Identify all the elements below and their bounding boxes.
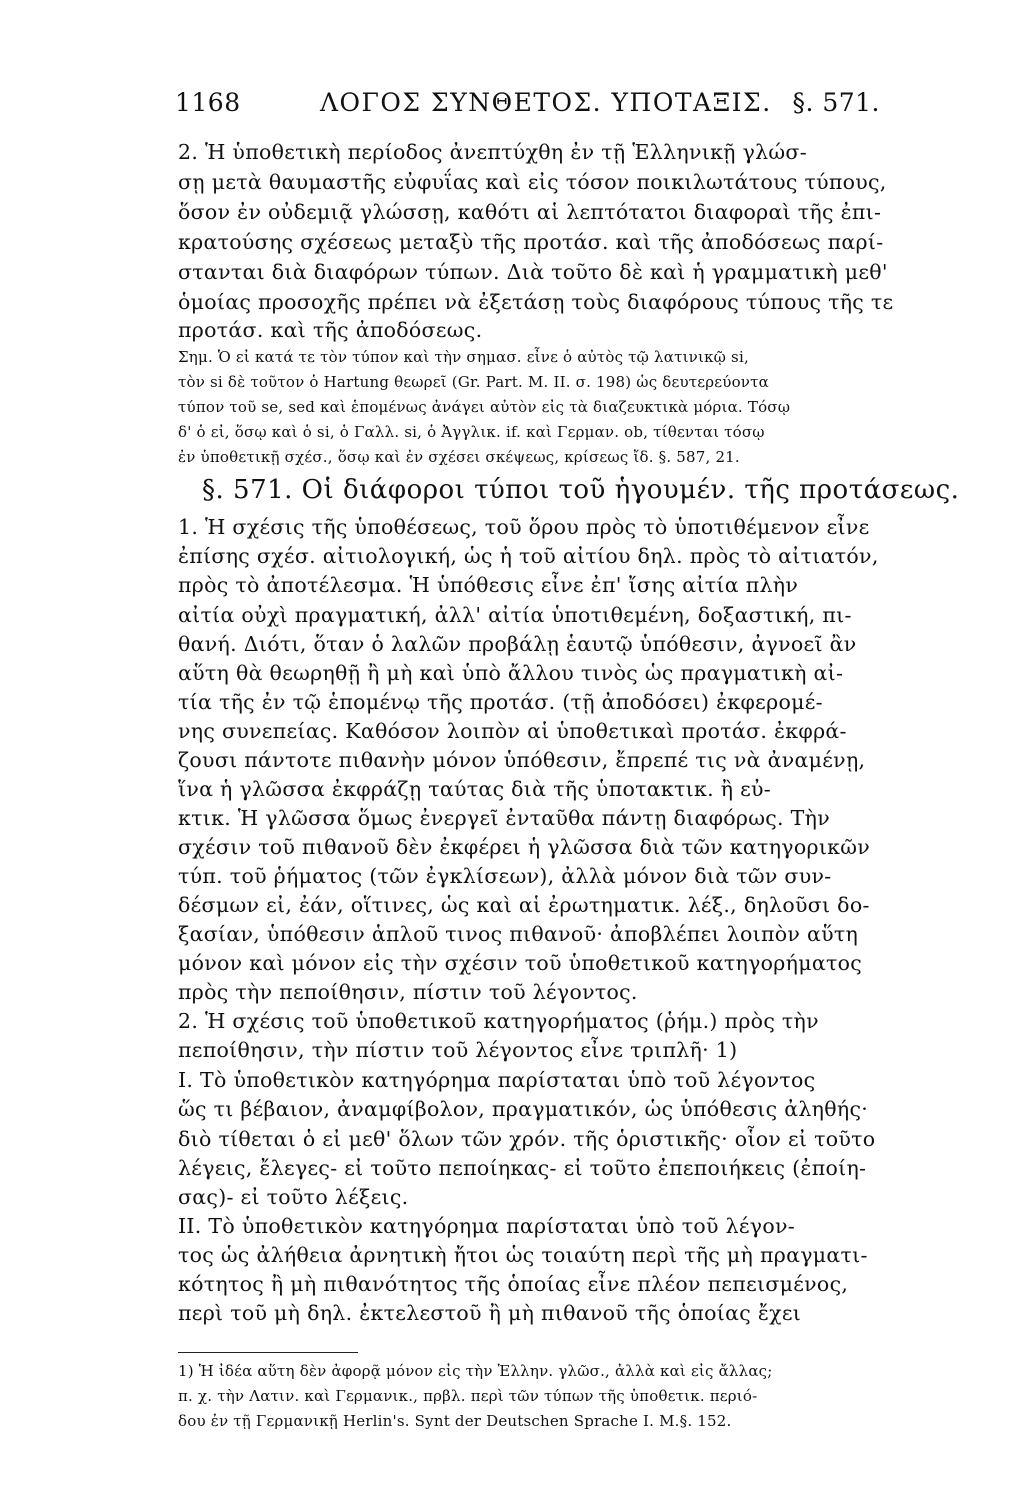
body-line: ὁμοίας προσοχῆς πρέπει νὰ ἐξετάσῃ τοὺς διαφόρους τύπους τῆς τε bbox=[178, 290, 894, 314]
section-line: αὕτη θὰ θεωρηθῇ ἢ μὴ καὶ ὑπὸ ἄλλου τινὸς ὡς πραγματικὴ αἰ- bbox=[178, 661, 844, 685]
body-line: προτάσ. καὶ τῆς ἀποδόσεως. bbox=[178, 318, 483, 342]
body-line: στανται διὰ διαφόρων τύπων. Διὰ τοῦτο δὲ καὶ ἡ γραμματικὴ μεθ' bbox=[178, 260, 888, 284]
section-line: κότητος ἢ μὴ πιθανότητος τῆς ὁποίας εἶνε πλέον πεπεισμένος, bbox=[178, 1272, 849, 1296]
section-line: αἰτία οὐχὶ πραγματική, ἀλλ' αἰτία ὑποτιθεμένη, δοξαστική, πι- bbox=[178, 603, 852, 627]
section-line: τύπ. τοῦ ῥήματος (τῶν ἐγκλίσεων), ἀλλὰ μόνον διὰ τῶν συν- bbox=[178, 864, 832, 888]
footnote-line: δου ἐν τῇ Γερμανικῇ Herlin's. Synt der Deutschen Sprache I. M.§. 152. bbox=[178, 1412, 732, 1430]
note-line: Σημ. Ὁ εἰ κατά τε τὸν τύπον καὶ τὴν σημασ. εἶνε ὁ αὐτὸς τῷ λατινικῷ si, bbox=[178, 348, 749, 366]
section-line: ὥς τι βέβαιον, ἀναμφίβολον, πραγματικόν, ὡς ὑπόθεσις ἀληθής· bbox=[178, 1097, 869, 1121]
section-line: II. Τὸ ὑποθετικὸν κατηγόρημα παρίσταται ὑπὸ τοῦ λέγον- bbox=[178, 1214, 795, 1238]
footnote-line: 1) Ἡ ἰδέα αὕτη δὲν ἀφορᾷ μόνον εἰς τὴν Ἑλλην. γλῶσ., ἀλλὰ καὶ εἰς ἄλλας; bbox=[178, 1362, 773, 1380]
body-line: κρατούσης σχέσεως μεταξὺ τῆς προτάσ. καὶ τῆς ἀποδόσεως παρί- bbox=[178, 230, 884, 254]
note-line: τὸν si δὲ τοῦτον ὁ Hartung θεωρεῖ (Gr. Part. M. II. σ. 198) ὡς δευτερεύοντα bbox=[178, 373, 769, 391]
section-line: δέσμων εἰ, ἐάν, οἵτινες, ὡς καὶ αἱ ἐρωτηματικ. λέξ., δηλοῦσι δο- bbox=[178, 893, 870, 917]
section-line: σχέσιν τοῦ πιθανοῦ δὲν ἐκφέρει ἡ γλῶσσα διὰ τῶν κατηγορικῶν bbox=[178, 835, 871, 859]
section-line: 1. Ἡ σχέσις τῆς ὑποθέσεως, τοῦ ὅρου πρὸς τὸ ὑποτιθέμενον εἶνε bbox=[178, 515, 870, 539]
section-line: ἵνα ἡ γλῶσσα ἐκφράζῃ ταύτας διὰ τῆς ὑποτακτικ. ἢ εὐ- bbox=[178, 777, 772, 801]
section-line: ζουσι πάντοτε πιθανὴν μόνον ὑπόθεσιν, ἔπρεπέ τις νὰ ἀναμένῃ, bbox=[178, 748, 866, 772]
footnote-rule bbox=[178, 1352, 358, 1353]
section-line: 2. Ἡ σχέσις τοῦ ὑποθετικοῦ κατηγορήματος (ῥήμ.) πρὸς τὴν bbox=[178, 1009, 819, 1033]
section-heading: §. 571. Οἱ διάφοροι τύποι τοῦ ἡγουμέν. τῆς προτάσεως. bbox=[202, 475, 960, 505]
body-line: ὅσον ἐν οὐδεμιᾷ γλώσσῃ, καθότι αἱ λεπτότατοι διαφοραὶ τῆς ἐπι- bbox=[178, 200, 882, 224]
section-line: σας)- εἰ τοῦτο λέξεις. bbox=[178, 1185, 409, 1209]
note-line: δ' ὁ εἰ, ὅσῳ καὶ ὁ si, ὁ Γαλλ. si, ὁ Ἀγγλικ. if. καὶ Γερμαν. ob, τίθενται τόσῳ bbox=[178, 423, 765, 441]
section-line: I. Τὸ ὑποθετικὸν κατηγόρημα παρίσταται ὑπὸ τοῦ λέγοντος bbox=[178, 1068, 816, 1092]
running-title: ΛΟΓΟΣ ΣΥΝΘΕΤΟΣ. ΥΠΟΤΑΞΙΣ. bbox=[320, 88, 772, 117]
running-header bbox=[175, 88, 880, 128]
section-line: περὶ τοῦ μὴ δηλ. ἐκτελεστοῦ ἢ μὴ πιθανοῦ τῆς ὁποίας ἔχει bbox=[178, 1301, 802, 1325]
section-line: πεποίθησιν, τὴν πίστιν τοῦ λέγοντος εἶνε τριπλῆ· 1) bbox=[178, 1038, 738, 1062]
section-line: τος ὡς ἀλήθεια ἀρνητικὴ ἤτοι ὡς τοιαύτη περὶ τῆς μὴ πραγματι- bbox=[178, 1243, 868, 1267]
section-line: πρὸς τὸ ἀποτέλεσμα. Ἡ ὑπόθεσις εἶνε ἐπ' ἴσης αἰτία πλὴν bbox=[178, 573, 799, 597]
section-line: θανή. Διότι, ὅταν ὁ λαλῶν προβάλῃ ἑαυτῷ ὑπόθεσιν, ἀγνοεῖ ἂν bbox=[178, 632, 857, 656]
section-line: νης συνεπείας. Καθόσον λοιπὸν αἱ ὑποθετικαὶ προτάσ. ἐκφρά- bbox=[178, 719, 847, 743]
body-line: 2. Ἡ ὑποθετικὴ περίοδος ἀνεπτύχθη ἐν τῇ Ἑλληνικῇ γλώσ- bbox=[178, 140, 807, 164]
footnote-line: π. χ. τὴν Λατιν. καὶ Γερμανικ., πρβλ. περὶ τῶν τύπων τῆς ὑποθετικ. περιό- bbox=[178, 1387, 758, 1405]
section-line: λέγεις, ἔλεγες- εἰ τοῦτο πεποίηκας- εἰ τοῦτο ἐπεποιήκεις (ἐποίη- bbox=[178, 1156, 867, 1180]
note-line: τύπον τοῦ se, sed καὶ ἑπομένως ἀνάγει αὐτὸν εἰς τὰ διαζευκτικὰ μόρια. Τόσῳ bbox=[178, 398, 791, 416]
section-line: μόνον καὶ μόνον εἰς τὴν σχέσιν τοῦ ὑποθετικοῦ κατηγορήματος bbox=[178, 951, 863, 975]
section-line: ἐπίσης σχέσ. αἰτιολογική, ὡς ἡ τοῦ αἰτίου δηλ. πρὸς τὸ αἰτιατόν, bbox=[178, 544, 879, 568]
note-line: ἐν ὑποθετικῇ σχέσ., ὅσῳ καὶ ἐν σχέσει σκέψεως, κρίσεως ἴδ. §. 587, 21. bbox=[178, 448, 740, 466]
section-line: διὸ τίθεται ὁ εἰ μεθ' ὅλων τῶν χρόν. τῆς ὁριστικῆς· οἷον εἰ τοῦτο bbox=[178, 1127, 876, 1151]
section-line: κτικ. Ἡ γλῶσσα ὅμως ἐνεργεῖ ἐνταῦθα πάντῃ διαφόρως. Τὴν bbox=[178, 806, 830, 830]
page-number: 1168 bbox=[175, 88, 241, 117]
section-line: ξασίαν, ὑπόθεσιν ἁπλοῦ τινος πιθανοῦ· ἀποβλέπει λοιπὸν αὕτη bbox=[178, 922, 859, 946]
section-line: τία τῆς ἐν τῷ ἑπομένῳ τῆς προτάσ. (τῇ ἀποδόσει) ἐκφερομέ- bbox=[178, 690, 823, 714]
section-marker: §. 571. bbox=[792, 88, 880, 117]
section-line: πρὸς τὴν πεποίθησιν, πίστιν τοῦ λέγοντος. bbox=[178, 980, 638, 1004]
body-line: σῃ μετὰ θαυμαστῆς εὐφυΐας καὶ εἰς τόσον ποικιλωτάτους τύπους, bbox=[178, 170, 887, 194]
